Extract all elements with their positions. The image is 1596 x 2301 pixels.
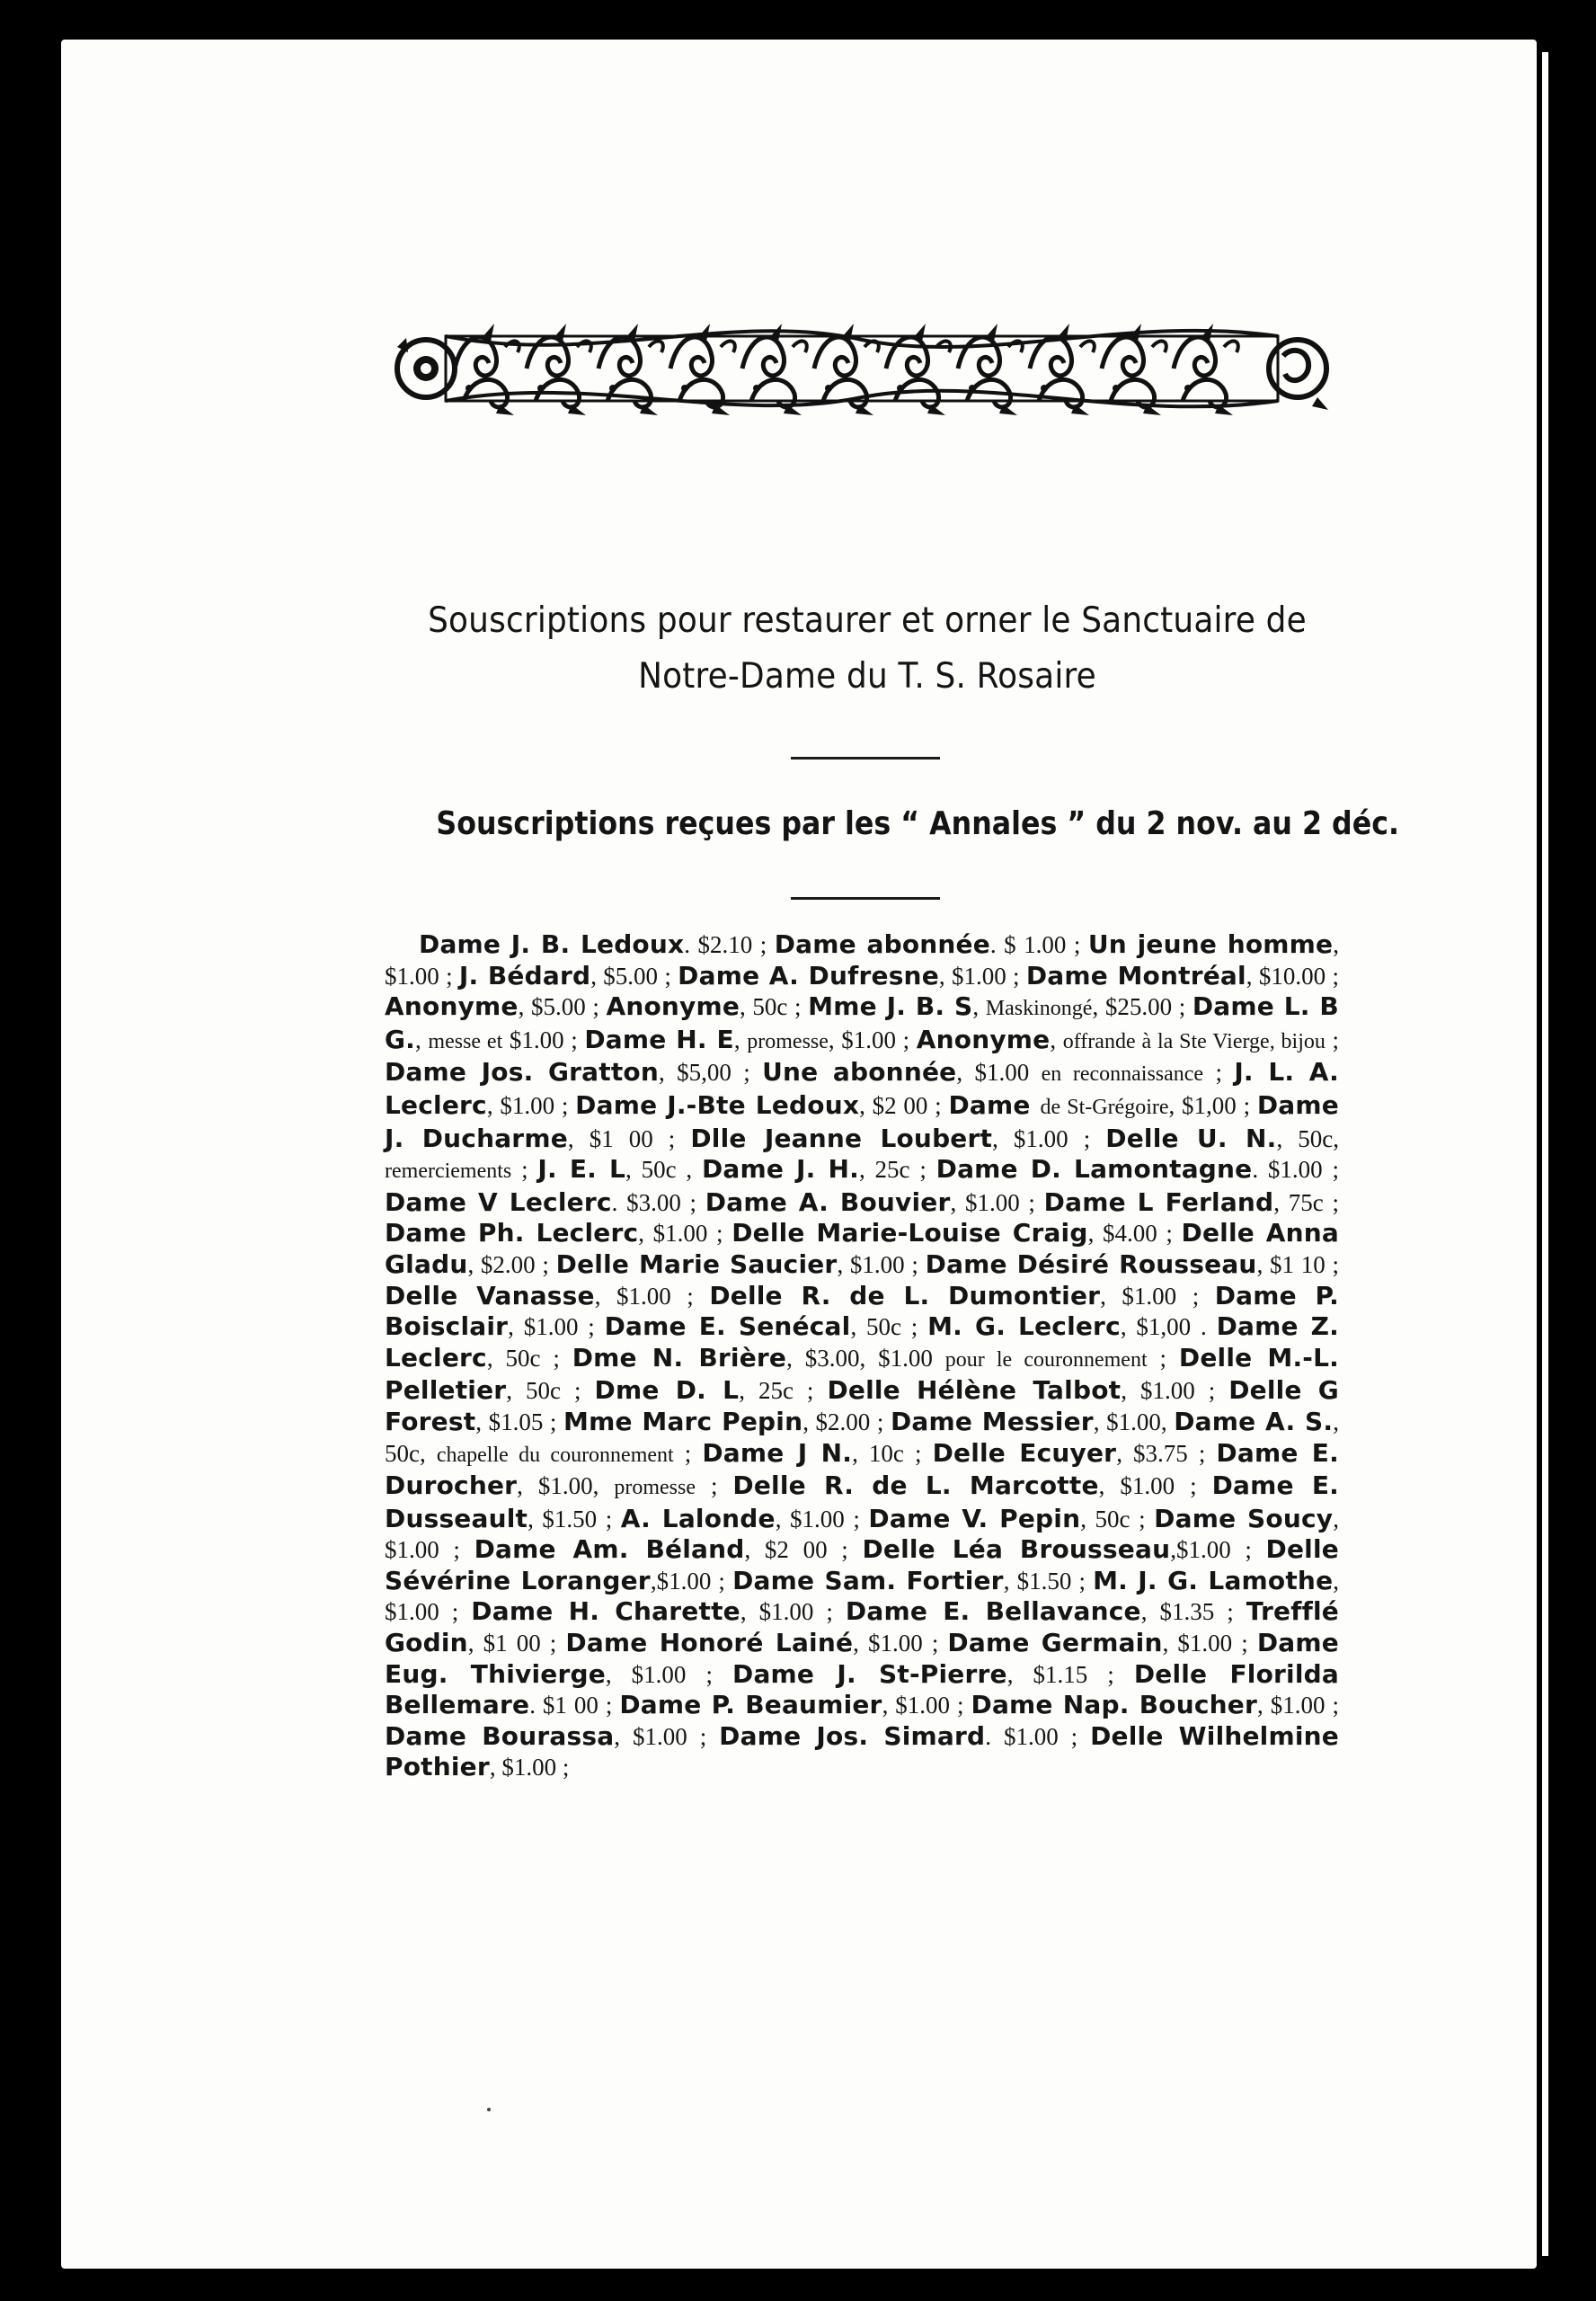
subscription-amount: , $1.00 ;	[853, 1630, 948, 1657]
subscription-note: en reconnaissance	[1041, 1062, 1204, 1087]
subscription-amount: , $1.00 ;	[837, 1250, 926, 1278]
subscription-amount: , $1.00 ;	[740, 1598, 846, 1626]
subscription-amount: , 75c ;	[1273, 1188, 1339, 1216]
subscription-amount: , $10.00 ;	[1246, 962, 1339, 990]
subscription-amount: , $1.05 ;	[475, 1408, 563, 1435]
subscription-amount: . $2.10 ;	[684, 931, 775, 958]
subscription-amount: . $ 1.00 ;	[989, 931, 1088, 958]
subscription-amount: , $1.00 ;	[385, 931, 1339, 990]
subscription-amount: ,	[1050, 1026, 1063, 1053]
subscriber-name: Dame H. Charette	[471, 1596, 740, 1627]
subscriber-name: Dame Soucy	[1154, 1503, 1334, 1533]
subscriber-name: Dame L Ferland	[1043, 1186, 1274, 1217]
subscriber-name: Dame Sam. Fortier	[732, 1565, 1004, 1595]
subscription-amount: . $1 00 ;	[529, 1692, 620, 1719]
subscriber-name: Delle G Forest	[385, 1375, 1339, 1436]
subscriber-name: Delle Marie-Louise Craig	[732, 1218, 1088, 1248]
subscriber-name: Dame Désiré Rousseau	[925, 1248, 1257, 1279]
subscription-amount: , 50c ,	[625, 1156, 702, 1184]
subscriber-name: Delle R. de L. Dumontier	[709, 1280, 1101, 1310]
subscription-amount: , 25c ;	[739, 1377, 828, 1405]
subscription-amount: , $1 00 ;	[567, 1124, 691, 1152]
subscription-amount: ;	[673, 1439, 703, 1467]
subscription-amount: , $5.00 ;	[590, 962, 678, 990]
subscription-amount: , $1.00 ;	[1121, 1377, 1229, 1405]
subscriber-name: Delle Anna Gladu	[385, 1218, 1339, 1279]
subscription-amount: , $1.00 ;	[486, 1091, 576, 1119]
subscriber-name: Dame P. Beaumier	[619, 1690, 882, 1720]
subscription-amount: , $1.00 ;	[508, 1313, 605, 1341]
subscriber-name: Dame Montréal	[1025, 960, 1246, 991]
subscription-note: messe et	[428, 1029, 503, 1053]
subscription-amount: , $1.00,	[517, 1472, 615, 1500]
subscription-amount: , 50c ;	[506, 1377, 595, 1405]
subscription-amount: ,	[733, 1026, 748, 1053]
subscriber-name: Delle Marie Saucier	[555, 1248, 838, 1279]
subscription-amount: , $1.00 ;	[594, 1282, 710, 1310]
subscriber-name: Dame A. S.	[1174, 1406, 1334, 1436]
subscriber-name: Dame H. E	[584, 1024, 734, 1054]
subscription-amount: , $1.00 ;	[385, 1505, 1339, 1564]
subscriber-name: M. J. G. Lamothe	[1093, 1565, 1334, 1595]
subscriber-name: Trefflé Godin	[385, 1596, 1339, 1658]
subscription-amount: ,$1.00 ;	[1170, 1536, 1266, 1564]
subscriber-name: Mme J. B. S	[808, 991, 973, 1022]
subscriber-name: Dame Honoré Lainé	[565, 1628, 854, 1658]
subscriber-name: Une abonnée	[762, 1057, 957, 1088]
subscription-amount: ,	[972, 993, 986, 1021]
subscription-amount: , $1 00 ;	[467, 1630, 566, 1657]
subscriber-name: Mme Marc Pepin	[563, 1406, 803, 1436]
subscription-amount: , $1.00 ;	[828, 1026, 917, 1053]
subscriber-name: J. E. L	[537, 1154, 626, 1185]
subscriber-name: Dame abonnée	[774, 929, 990, 959]
subscription-amount: , $1.00 ;	[1257, 1692, 1339, 1719]
subscription-note: chapelle du couronnement	[436, 1443, 674, 1467]
subscriber-name: Dame Jos. Simard	[719, 1720, 986, 1751]
subscriber-name: M. G. Leclerc	[927, 1311, 1121, 1342]
subscription-amount: , $1.00 ;	[1100, 1282, 1215, 1310]
subscription-amount: , $2.00 ;	[802, 1408, 891, 1435]
subscription-amount: , $5,00 ;	[659, 1059, 763, 1087]
subscription-amount: ,	[415, 1026, 429, 1053]
subscriber-name: Dame J N.	[702, 1437, 853, 1468]
subscriber-name: Dame Am. Béland	[474, 1534, 745, 1565]
title-line-1: Souscriptions pour restaurer et orner le Sanctuaire de	[428, 600, 1307, 641]
subscription-amount: ;	[695, 1472, 733, 1500]
subscriber-name: Anonyme	[606, 991, 740, 1022]
subscriber-name: Dame A. Bouvier	[705, 1186, 951, 1217]
section-subtitle: Souscriptions reçues par les “ Annales ” du 2 nov. au 2 déc.	[436, 805, 1400, 842]
subscription-amount: , $5.00 ;	[518, 993, 607, 1021]
subscription-amount: , 50c ;	[1080, 1505, 1155, 1533]
subscriber-name: Anonyme	[916, 1024, 1051, 1054]
subscription-amount: , $1.00 ;	[605, 1660, 732, 1688]
subscription-note: remerciements	[385, 1159, 512, 1184]
subscriber-name: Anonyme	[385, 991, 519, 1022]
subscriber-name: Dme D. L	[594, 1375, 740, 1406]
subscription-amount: , $1.00 ;	[992, 1124, 1106, 1152]
subscriber-name: Delle Léa Brousseau	[862, 1534, 1171, 1565]
subscriber-name: Dame E. Bellavance	[845, 1596, 1141, 1627]
subscription-amount: , 50c ;	[486, 1344, 572, 1372]
subscription-list	[385, 929, 1339, 1783]
subscription-amount: , $4.00 ;	[1087, 1220, 1182, 1248]
subscription-amount: . $1.00 ;	[985, 1722, 1091, 1750]
subscriber-name: J. L. A. Leclerc	[385, 1057, 1339, 1120]
subscription-amount: , $1,00 ;	[1168, 1091, 1257, 1119]
subscription-note: de St-Grégoire	[1040, 1095, 1169, 1119]
subtitle-divider	[791, 897, 940, 900]
subscription-amount: , 50c ;	[740, 993, 809, 1021]
subscriber-name: Delle Ecuyer	[932, 1437, 1117, 1468]
subscription-amount: , $1.35 ;	[1140, 1598, 1246, 1626]
subscription-amount: , $1.00 ;	[385, 1567, 1340, 1626]
subscriber-name: Dame Bourassa	[385, 1720, 615, 1751]
subscriber-name: Dlle Jeanne Loubert	[690, 1123, 993, 1153]
subscription-amount: ;	[1325, 1026, 1340, 1053]
page-title	[417, 593, 1318, 705]
subscription-amount: , $1,00 .	[1120, 1313, 1217, 1341]
subscription-amount: , $1.00 ;	[775, 1505, 869, 1533]
subscriber-name: Dame Messier	[890, 1406, 1094, 1436]
subscription-note: offrande à la Ste Vierge, bijou	[1062, 1029, 1326, 1053]
subscriber-name: Dame V Leclerc	[385, 1186, 612, 1217]
subscriber-name: Delle Wilhelmine Pothier	[385, 1720, 1339, 1782]
subscription-amount: , $1.00 ;	[950, 1188, 1044, 1216]
subscription-note: Maskinongé	[985, 997, 1093, 1021]
subscription-amount: , $1.50 ;	[528, 1505, 621, 1533]
subscription-amount: , $1.00 ;	[882, 1692, 971, 1719]
page-speck	[487, 2108, 491, 2111]
subscription-amount: , 50c,	[385, 1408, 1339, 1467]
subscriber-name: Dame Eug. Thivierge	[385, 1628, 1339, 1689]
subscription-amount: ;	[1147, 1344, 1179, 1372]
subscriber-name: Dame	[948, 1089, 1041, 1120]
subscriber-name: Delle Florilda Bellemare	[385, 1658, 1339, 1720]
subscriber-name: J. Bédard	[458, 960, 591, 991]
subscriber-name: Dame A. Dufresne	[678, 960, 939, 991]
title-line-2: Notre-Dame du T. S. Rosaire	[638, 656, 1096, 697]
subscription-amount: , 50c ;	[850, 1313, 928, 1341]
subscriber-name: Delle Vanasse	[385, 1280, 595, 1310]
subscription-amount: . $3.00 ;	[611, 1188, 705, 1216]
subscriber-name: Dame L. B G.	[385, 991, 1339, 1054]
subscriber-name: Un jeune homme	[1087, 929, 1334, 959]
subscription-amount: , $1.00 ;	[1162, 1630, 1257, 1657]
subscription-amount: ,$1.00 ;	[650, 1567, 733, 1595]
subscription-amount: , 50c,	[1276, 1124, 1339, 1152]
subscription-amount: , $1.00 ;	[614, 1722, 720, 1750]
decorative-vine-band-icon	[392, 311, 1332, 426]
subscription-note: promesse	[614, 1476, 696, 1500]
subscription-amount: , $1.00 ;	[638, 1220, 732, 1248]
subscription-amount: , $1.15 ;	[1006, 1660, 1134, 1688]
subscription-amount: ;	[511, 1156, 538, 1184]
subscription-amount: , $1 10 ;	[1256, 1250, 1339, 1278]
subscriber-name: Dame E. Senécal	[604, 1311, 851, 1342]
subscription-amount: , $2 00 ;	[744, 1536, 863, 1564]
subscription-amount: , $3.00, $1.00	[786, 1344, 945, 1372]
subscription-amount: , $2.00 ;	[467, 1250, 556, 1278]
subscriber-name: Delle M.-L. Pelletier	[385, 1342, 1339, 1406]
subscription-amount: , $2 00 ;	[859, 1091, 949, 1119]
subscriber-name: Dame D. Lamontagne	[935, 1154, 1253, 1185]
subscriber-name: Delle R. de L. Marcotte	[732, 1470, 1099, 1501]
subscriber-name: Dame J. H.	[701, 1154, 859, 1185]
title-divider	[791, 757, 940, 760]
subscriber-name: Dame Germain	[947, 1628, 1163, 1658]
subscriber-name: Delle Sévérine Loranger	[385, 1534, 1339, 1595]
subscription-amount: , $1.50 ;	[1003, 1567, 1094, 1595]
subscription-amount: $1.00 ;	[502, 1026, 585, 1053]
subscription-amount: , 25c ;	[858, 1156, 936, 1184]
subscription-amount: , $1.00	[956, 1059, 1042, 1087]
subscription-amount: , $3.75 ;	[1116, 1439, 1217, 1467]
subscriber-name: Dame J. B. Ledoux	[419, 929, 685, 959]
subscription-amount: , 10c ;	[852, 1439, 933, 1467]
subscriber-name: Dame Nap. Boucher	[971, 1690, 1258, 1720]
subscriber-name: Delle Hélène Talbot	[827, 1375, 1122, 1406]
subscriber-name: A. Lalonde	[620, 1503, 776, 1533]
subscriber-name: Dame Jos. Gratton	[385, 1057, 659, 1088]
subscriber-name: Dame P. Boisclair	[385, 1280, 1339, 1342]
subscription-amount: . $1.00 ;	[1252, 1156, 1339, 1184]
subscriber-name: Dame J. St-Pierre	[732, 1658, 1007, 1689]
subscriber-name: Dame Z. Leclerc	[385, 1311, 1340, 1373]
subscriber-name: Dame J.-Bte Ledoux	[575, 1089, 860, 1120]
subscriber-name: Dame V. Pepin	[868, 1503, 1081, 1533]
subscriber-name: Dame J. Ducharme	[385, 1089, 1339, 1153]
subscription-amount: , $1.00 ;	[489, 1754, 570, 1781]
subscription-amount: , $1.00,	[1093, 1408, 1175, 1435]
subscription-amount: , $1.00 ;	[1098, 1472, 1212, 1500]
subscription-amount: , $1.00 ;	[938, 962, 1026, 990]
subscription-note: promesse	[747, 1029, 829, 1053]
subscription-amount: ;	[1203, 1059, 1235, 1087]
subscriber-name: Dame E. Durocher	[385, 1437, 1339, 1501]
subscriber-name: Dme N. Brière	[572, 1342, 787, 1373]
subscriber-name: Dame E. Dusseault	[385, 1470, 1339, 1533]
page-edge	[1542, 52, 1548, 2256]
subscription-amount: , $25.00 ;	[1092, 993, 1193, 1021]
subscription-note: pour le couronnement	[944, 1347, 1148, 1372]
subscriber-name: Dame Ph. Leclerc	[385, 1218, 639, 1248]
subscriber-name: Delle U. N.	[1105, 1123, 1277, 1153]
